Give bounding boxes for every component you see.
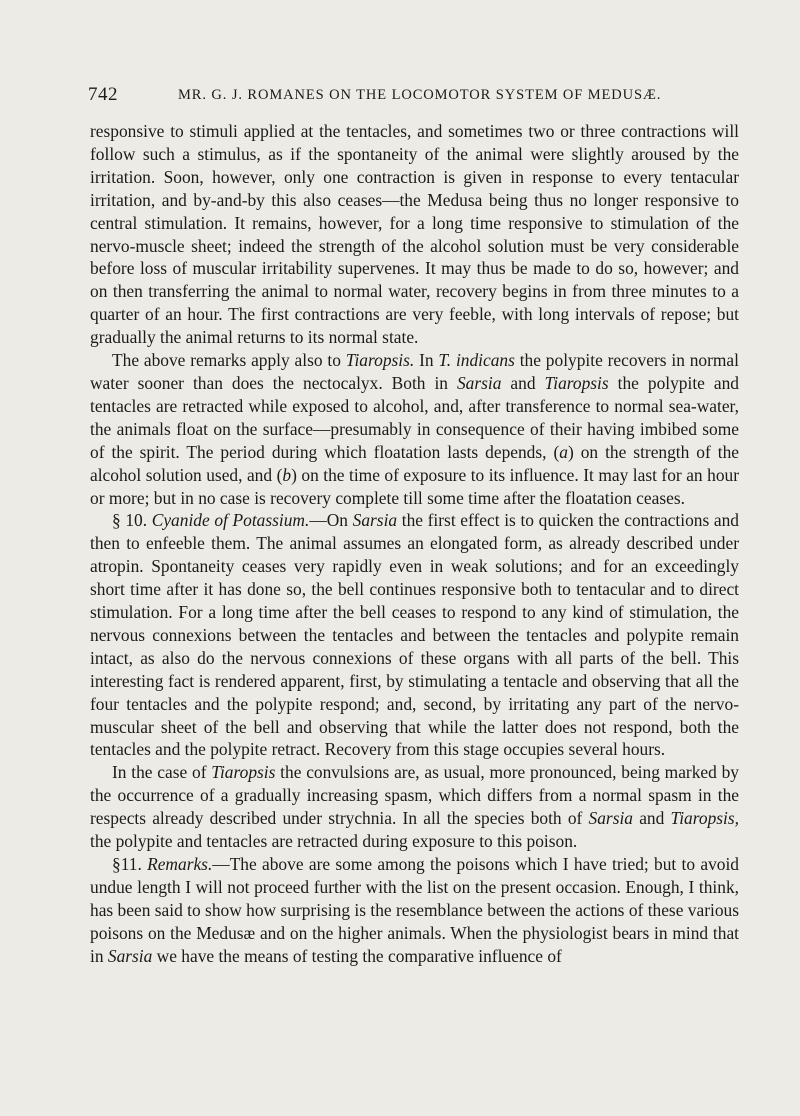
section-heading: Remarks. xyxy=(147,854,213,874)
paragraph-continuation: responsive to stimuli applied at the tentacles, and sometimes two or three contractions will follow such a stimulus, as if the spontaneity of the animal were slightly aroused by the irritation. Soon, however, only one contraction is given in response to every tentacular irritation, and by-and-by this also ceases—the Medusa being thus no longer responsive to central stimulation. It remains, however, for a long time responsive to stimulation of the nervo-muscle sheet; indeed the strength of the alcohol solution must be very considerable before loss of muscular irritability supervenes. It may thus be made to do so, however; and on then transferring the animal to normal water, recovery begins in from three minutes to a quarter of an hour. The first contractions are very feeble, with long intervals of repose; but gradually the animal returns to its normal state. xyxy=(90,121,739,348)
section-heading: Cyanide of Potassium. xyxy=(151,510,310,531)
page-number: 742 xyxy=(88,84,118,105)
section-11-remarks: §11. Remarks.—The above are some among the poisons which I have tried; but to avoid undue length I will not proceed further with the list on the present occasion. Enough, I think, has been said to show how surprising is the resemblance between the actions of these various poisons on the Medusæ and on the higher animals. When the physiologist bears in mind that in Sarsia we have the means of testing the comparative influence of xyxy=(90,854,739,966)
page-header xyxy=(88,84,748,106)
paragraph-tiaropsis: The above remarks apply also to Tiaropsis. In T. indicans the polypite recovers in normal water sooner than does the nectocalyx. Both in Sarsia and Tiaropsis the polypite and tentacles are retracted while exposed to alcohol, and, after transference to normal sea-water, the animals float on the surface—presumably in consequence of their having imbibed some of the spirit. The period during which floatation lasts depends, (a) on the strength of the alcohol solution used, and (b) on the time of exposure to its influence. It may last for an hour or more; but in no case is recovery complete till some time after the floatation ceases. xyxy=(90,350,739,508)
paragraph-tiaropsis-convulsions: In the case of Tiaropsis the convulsions are, as usual, more pronounced, being marked by the occurrence of a gradually increasing spasm, which differs from a normal spasm in the respects already described under strychnia. In all the species both of Sarsia and Tiaropsis, the polypite and tentacles are retracted during exposure to this poison. xyxy=(90,762,739,852)
section-10-cyanide: § 10. Cyanide of Potassium.—On Sarsia the first effect is to quicken the contractions and then to enfeeble them. The animal assumes an elongated form, as already described under atropin. Spontaneity ceases very rapidly even in weak solutions; and for an exceedingly short time after it has done so, the bell continues responsive both to tentacular and to direct stimulation. For a long time after the bell ceases to respond to any kind of stimulation, the nervous connexions between the tentacles and between the tentacles and polypite remain intact, as also do the nervous connexions of these organs with all parts of the bell. This interesting fact is rendered apparent, first, by stimulating a tentacle and observing that all the four tentacles and the polypite respond; and, second, by irritating any part of the nervo-muscular sheet of the bell and observing that while the latter does not respond, both the tentacles and the polypite retract. Recovery from this stage occupies several hours. xyxy=(90,510,739,760)
body-text xyxy=(90,120,739,968)
running-title: MR. G. J. ROMANES ON THE LOCOMOTOR SYSTEM OF MEDUSÆ. xyxy=(178,87,662,103)
